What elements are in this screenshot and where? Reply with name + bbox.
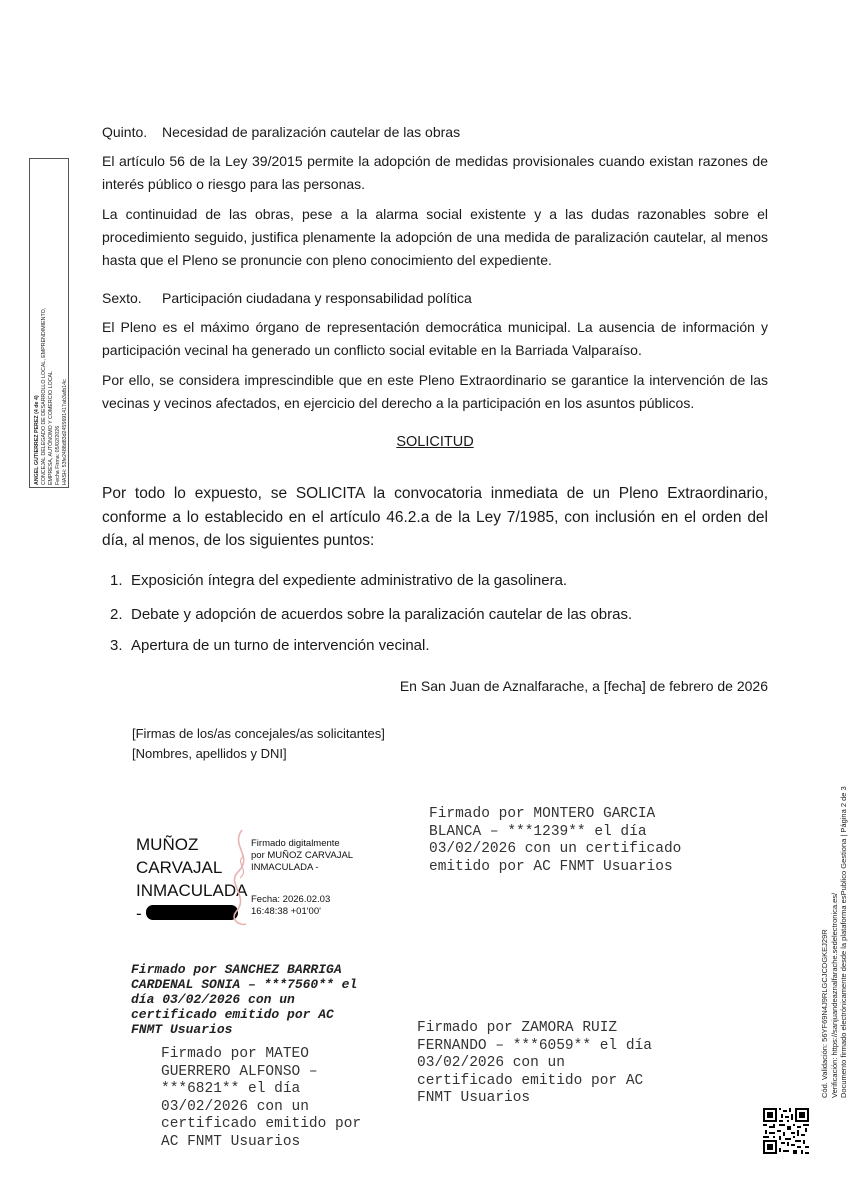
list-number: 2. <box>110 606 123 623</box>
qr-code-icon <box>763 1108 809 1154</box>
side-stamp-line: Fecha Firma: 05/02/2026 <box>55 425 61 485</box>
signature-zamora: Firmado por ZAMORA RUIZ FERNANDO – ***6059** el día 03/02/2026 con un certificado emitido por AC FNMT Usuarios <box>417 1020 652 1106</box>
section-number: Sexto. <box>102 290 142 306</box>
digital-signature-info <box>251 838 371 874</box>
side-signature-stamp <box>29 158 69 488</box>
digital-date-line: Fecha: 2026.02.03 <box>251 894 331 905</box>
verification-text <box>820 738 849 1098</box>
section-sexto-heading <box>102 288 768 308</box>
list-item <box>110 605 750 625</box>
paragraph: La continuidad de las obras, pese a la alarma social existente y a las dudas razonables sobre el procedimiento seguido, justifica plenamente la adopción de una medida de paralización cautelar, al menos hasta que el Pleno se pronuncie con pleno conocimiento del expediente. <box>102 206 768 268</box>
section-title: Participación ciudadana y responsabilidad política <box>162 290 472 306</box>
paragraph: Por ello, se considera imprescindible que en este Pleno Extraordinario se garantice la intervención de las vecinas y vecinos afectados, en ejercicio del derecho a la participación en los asuntos públicos. <box>102 372 768 411</box>
list-text: Exposición íntegra del expediente administrativo de la gasolinera. <box>131 572 568 589</box>
section-number: Quinto. <box>102 124 148 140</box>
list-number: 1. <box>110 572 123 589</box>
signature-placeholder-nombres: [Nombres, apellidos y DNI] <box>132 746 287 761</box>
list-item <box>110 571 750 591</box>
paragraph: El Pleno es el máximo órgano de representación democrática municipal. La ausencia de información y participación vecinal ha generado un conflicto social evitable en la Barriada Valparaíso. <box>102 319 768 358</box>
list-text: Debate y adopción de acuerdos sobre la paralización cautelar de las obras. <box>131 606 633 623</box>
verification-line: Verificación: https://sanjuandeaznalfarache.sedelectronica.es/ <box>829 892 839 1098</box>
digital-name-line: CARVAJAL <box>136 858 223 877</box>
verification-line: Documento firmado electrónicamente desde la plataforma esPublico Gestiona | Página 2 de 3 <box>839 786 848 1098</box>
signature-placeholder-firmas: [Firmas de los/as concejales/as solicitantes] <box>132 726 385 741</box>
digital-name-line: INMACULADA <box>136 881 248 900</box>
signature-mateo: Firmado por MATEO GUERRERO ALFONSO – ***6821** el día 03/02/2026 con un certificado emitido por AC FNMT Usuarios <box>161 1046 362 1150</box>
solicitud-heading: SOLICITUD <box>396 434 474 450</box>
digital-info-line: INMACULADA - <box>251 862 319 873</box>
side-stamp-line: CONCEJAL DELEGADO DE DESARROLLO LOCAL, EMPRENDIMIENTO, <box>41 307 47 485</box>
verification-line: Cód. Validación: 56YF69N4J9RLGCJCDGKEJ29R <box>820 929 829 1098</box>
list-number: 3. <box>110 637 123 654</box>
list-item <box>110 636 750 656</box>
section-quinto-heading <box>102 122 768 142</box>
side-stamp-line: ANGEL GUTIERREZ PEREZ (4 de 4) <box>34 395 40 485</box>
digital-date-line: 16:48:38 +01'00' <box>251 906 321 917</box>
section-title: Necesidad de paralización cautelar de las obras <box>162 124 461 140</box>
side-stamp-line: EMPRESA, AUTÓNOMO Y COMERCIO LOCAL <box>48 370 54 485</box>
solicitud-intro: Por todo lo expuesto, se SOLICITA la convocatoria inmediata de un Pleno Extraordinario, conforme a lo establecido en el artículo 46.2.a de la Ley 7/1985, con inclusión en el orden del día, al menos, de los siguientes puntos: <box>102 485 768 549</box>
side-stamp-text <box>34 165 69 485</box>
signature-montero: Firmado por MONTERO GARCIA BLANCA – ***1239** el día 03/02/2026 con un certificado emitido por AC FNMT Usuarios <box>429 806 682 875</box>
digital-name-line: MUÑOZ <box>136 835 199 854</box>
digital-info-line: Firmado digitalmente <box>251 838 340 849</box>
place-date: En San Juan de Aznalfarache, a [fecha] de febrero de 2026 <box>399 678 768 694</box>
digital-name-line: - <box>136 904 142 923</box>
signature-sanchez: Firmado por SANCHEZ BARRIGA CARDENAL SONIA – ***7560** el día 03/02/2026 con un certificado emitido por AC FNMT Usuarios <box>131 962 358 1037</box>
side-stamp-line: HASH: 53fe2488d83d2455691417ab3afb14c <box>62 379 68 485</box>
digital-info-line: por MUÑOZ CARVAJAL <box>251 850 354 861</box>
paragraph: El artículo 56 de la Ley 39/2015 permite la adopción de medidas provisionales cuando existan razones de interés público o riesgo para las personas. <box>102 153 768 192</box>
list-text: Apertura de un turno de intervención vecinal. <box>131 637 430 654</box>
digital-signature-date <box>251 894 371 918</box>
